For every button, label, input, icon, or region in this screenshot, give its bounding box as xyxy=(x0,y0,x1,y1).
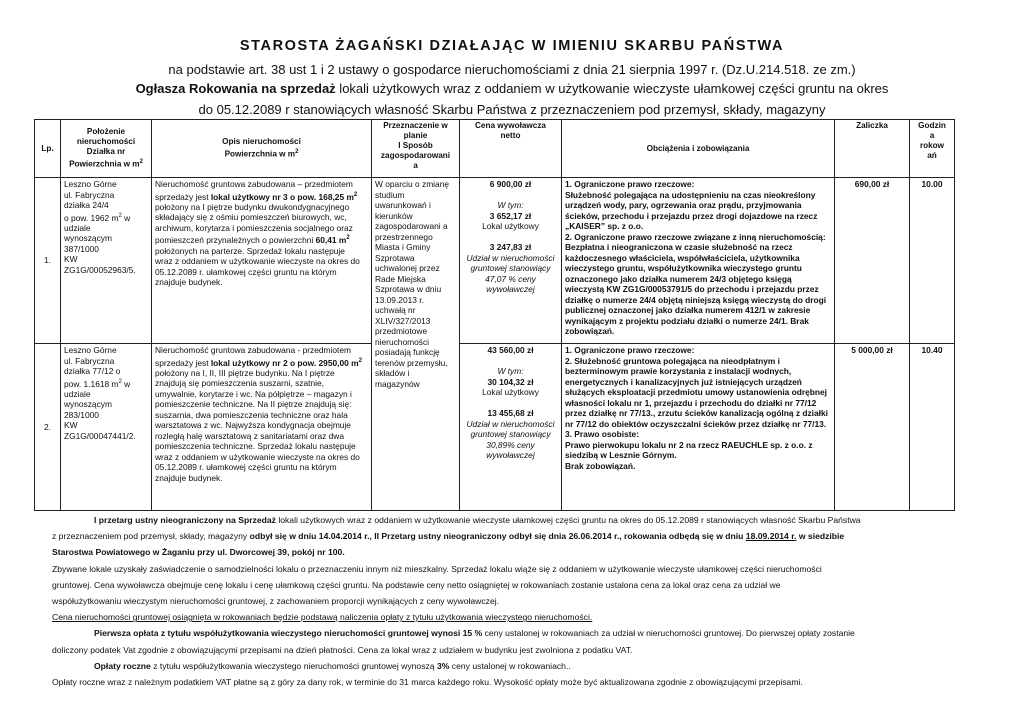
row-burdens: 1. Ograniczone prawo rzeczowe: 2. Służebność gruntowa polegająca na nieodpłatnym i bezterminowym prawie korzystania z instalacji wodnych, energetycznych i kanalizacyjnych już istniejących urządzeń służących eksploatacji przedmiotu umowy ustanowienia odrębnej własności lokalu nr 1, przejazdu i przechodu do działki nr 77/12 przez działkę nr 77/13., zrzutu ścieków kanalizacją ogólną z działki nr 77/12 do obiektów oczyszczalni ścieków przez działkę nr 77/13. 3. Prawo osobiste: Prawo pierwokupu lokalu nr 2 na rzecz RAEUCHLE sp. z o.o. z siedzibą w Lesznie Górnym. Brak zobowiązań. xyxy=(562,344,835,511)
footer-paragraph: Opłaty roczne z tytułu współużytkowania wieczystego nieruchomości gruntowej wynoszą 3% ceny ustalonej w rokowaniach.. xyxy=(94,660,571,671)
header-hour: Godzin a rokow ań xyxy=(910,120,955,178)
row-lp: 2. xyxy=(35,344,61,511)
row-lp: 1. xyxy=(35,178,61,344)
announcement-rest: lokali użytkowych wraz z oddaniem w użytkowanie wieczyste ułamkowej części gruntu na okres xyxy=(335,81,889,96)
footer-paragraph: doliczony podatek Vat zgodnie z obowiązującymi przepisami na dzień płatności. Cena za lokal wraz z udziałem w budynku jest zwolniona z podatku VAT. xyxy=(52,644,633,655)
table-row xyxy=(35,344,955,511)
row-price: 43 560,00 zł W tym: 30 104,32 zł Lokal użytkowy 13 455,68 zł Udział w nieruchomości gruntowej stanowiący 30,89% ceny wywoławczej xyxy=(460,344,562,511)
footer-paragraph: współużytkowaniu wieczystym nieruchomości gruntowej, z zachowaniem proporcji wynikających z ceny wywoławczej. xyxy=(52,596,500,607)
negotiation-date: 18.09.2014 r. xyxy=(745,531,797,542)
purpose-cell: W oparciu o zmianę studium uwarunkowań i kierunków zagospodarowani a przestrzennego Miasta i Gminy Szprotawa uchwalonej przez Rade Miejska Szprotawa w dniu 13.09.2013 r. uchwałą nr XLIV/327/2013 przedmiotowe nieruchomości posiadają funkcję terenów przemysłu, składów i magazynów xyxy=(372,178,460,511)
header-description: Opis nieruchomości Powierzchnia w $m^2$ xyxy=(152,120,372,178)
header-lp: Lp. xyxy=(35,120,61,178)
row-deposit: 5 000,00 zł xyxy=(835,344,910,511)
row-price: 6 900,00 zł W tym: 3 652,17 zł Lokal użytkowy 3 247,83 zł Udział w nieruchomości gruntowej stanowiący 47,07 % ceny wywoławczej xyxy=(460,178,562,344)
row-hour: 10.00 xyxy=(910,178,955,344)
row-burdens: 1. Ograniczone prawo rzeczowe: Służebność polegająca na udostępnieniu na czas nieokreślony urządzeń wody, pary, ogrzewania oraz prądu, przyjmowania ścieków, przechodu i przejazdu przez drogi dojazdowe na rzecz „KAISER” sp. z o.o. 2. Ograniczone prawo rzeczowe związane z inną nieruchomością: Bezpłatna i nieograniczona w czasie służebność na rzecz każdoczesnego właściciela, współwłaściciela, użytkownika wieczystego gruntu, współużytkownika wieczystego gruntu oznaczonego jako działka numerem 24/3 objętego księgą wieczystą KW ZG1G/00053791/5 do przechodu i przejazdu przez działkę o numerze 24/4 objętą niniejszą księgą wieczystą do drogi publicznej oznaczonej jako działka numerem 412/1 w zakresie wynikającym z projektu podziału działki o numerze 24/1. Brak zobowiązań. xyxy=(562,178,835,344)
period-line: do 05.12.2089 r stanowiących własność Skarbu Państwa z przeznaczeniem pod przemysł, składy, magazyny xyxy=(198,102,826,117)
price-total: 6 900,00 zł xyxy=(489,179,532,189)
footer-paragraph: Cena nieruchomości gruntowej osiągnięta w rokowaniach będzie podstawą naliczenia opłaty z tytułu użytkowania wieczystego nieruchomości. xyxy=(52,612,593,623)
announcement-bold: Ogłasza Rokowania na sprzedaż xyxy=(135,81,336,96)
table-row xyxy=(35,178,955,344)
row-hour: 10.40 xyxy=(910,344,955,511)
row-description: Nieruchomość gruntowa zabudowana – przedmiotem sprzedaży jest lokal użytkowy nr 3 o pow. 168,25 $m^2$ położony na I piętrze budynku dwukondygnacyjnego składający się z ośmiu pomieszczeń biurowych, wc, archiwum, korytarza i pomieszczenia socjalnego oraz pomieszczeń przynależnych o powierzchni 60,41 $m^2$ położonych na parterze. Sprzedaż lokalu następuje wraz z oddaniem w użytkowanie wieczyste na okres do 05.12.2089 r. ułamkowej części gruntu na którym znajduje budynek. xyxy=(152,178,372,344)
row-location: Leszno Górne ul. Fabryczna działka 77/12 o pow. 1.1618 $m^2$ w udziale wynoszącym 283/1000 KW ZG1G/00047441/2. xyxy=(61,344,152,511)
footer-paragraph: z przeznaczeniem pod przemysł, składy, magazyny odbył się w dniu 14.04.2014 r., II Przetarg ustny nieograniczony odbył się dnia 26.06.2014 r., rokowania odbędą się w dniu 18.09.2014 r. w siedzibie xyxy=(52,531,845,542)
property-table xyxy=(34,119,955,511)
header-deposit: Zaliczka xyxy=(835,120,910,178)
row-deposit: 690,00 zł xyxy=(835,178,910,344)
footer-paragraph: Pierwsza opłata z tytułu współużytkowania wieczystego nieruchomości gruntowej wynosi 15 % ceny ustalonej w rokowaniach za udział w nieruchomości gruntowej. Do pierwszej opłaty zostanie xyxy=(94,628,855,639)
footer-paragraph: Opłaty roczne wraz z należnym podatkiem VAT płatne są z góry za dany rok, w terminie do 31 marca każdego roku. Wysokość opłaty może być aktualizowana zgodnie z obowiązującymi przepisami. xyxy=(52,677,803,688)
row-location: Leszno Górne ul. Fabryczna działka 24/4 o pow. 1962 $m^2$ w udziale wynoszącym 387/1000 KW ZG1G/00052963/5. xyxy=(61,178,152,344)
header-location: Położenie nieruchomości Działka nr Powierzchnia w $m^2$ xyxy=(61,120,152,178)
header-burdens: Obciążenia i zobowiązania xyxy=(562,120,835,178)
header-price: Cena wywoławcza netto xyxy=(460,120,562,178)
page-title: STAROSTA ŻAGAŃSKI DZIAŁAJĄC W IMIENIU SKARBU PAŃSTWA xyxy=(239,38,785,54)
table-header-row xyxy=(35,120,955,178)
legal-basis-line: na podstawie art. 38 ust 1 i 2 ustawy o gospodarce nieruchomościami z dnia 21 sierpnia 1997 r. (Dz.U.214.518. ze zm.) xyxy=(168,62,856,77)
footer-paragraph: I przetarg ustny nieograniczony na Sprzedaż lokali użytkowych wraz z oddaniem w użytkowanie wieczyste ułamkowej części gruntu na okres do 05.12.2089 r stanowiących własność Skarbu Państwa xyxy=(94,515,861,525)
header-purpose: Przeznaczenie w planie I Sposób zagospodarowani a xyxy=(372,120,460,178)
row-description: Nieruchomość gruntowa zabudowana - przedmiotem sprzedaży jest lokal użytkowy nr 2 o pow. 2950,00 $m^2$ położony na I, II, III piętrze budynku. Na I piętrze znajdują się pomieszczenia suszarni, szatnie, umywalnie, korytarze i wc. Na półpiętrze – magazyn i pomieszczenie techniczne. Na II piętrze znajdują się: suszarnia, dwa pomieszczenia techniczne oraz hala warsztatowa z wc. Najwyższa kondygnacja obejmuje rozległą halę warsztatową z sanitariatami oraz dwa pomieszczenia techniczne. Sprzedaż lokalu następuje wraz z oddaniem w użytkowanie wieczyste na okres do 05.12.2089 r. ułamkowej części gruntu na którym znajduje budynek. xyxy=(152,344,372,511)
price-total: 43 560,00 zł xyxy=(487,345,534,355)
footer-paragraph: gruntowej. Cena wywoławcza obejmuje cenę lokalu i cenę ułamkową części gruntu. Na podstawie ceny netto osiągniętej w rokowaniach zostanie ustalona cena za lokal oraz cena za udział we xyxy=(52,579,781,590)
footer-paragraph: Starostwa Powiatowego w Żaganiu przy ul. Dworcowej 39, pokój nr 100. xyxy=(52,547,345,558)
announcement-line xyxy=(0,80,1024,98)
footer-paragraph: Zbywane lokale uzyskały zaświadczenie o samodzielności lokalu o przeznaczeniu innym niż mieszkalny. Sprzedaż lokalu wiąże się z oddaniem w użytkowanie wieczyste ułamkowej części nieruchomości xyxy=(52,563,822,574)
footer-text xyxy=(52,512,972,690)
